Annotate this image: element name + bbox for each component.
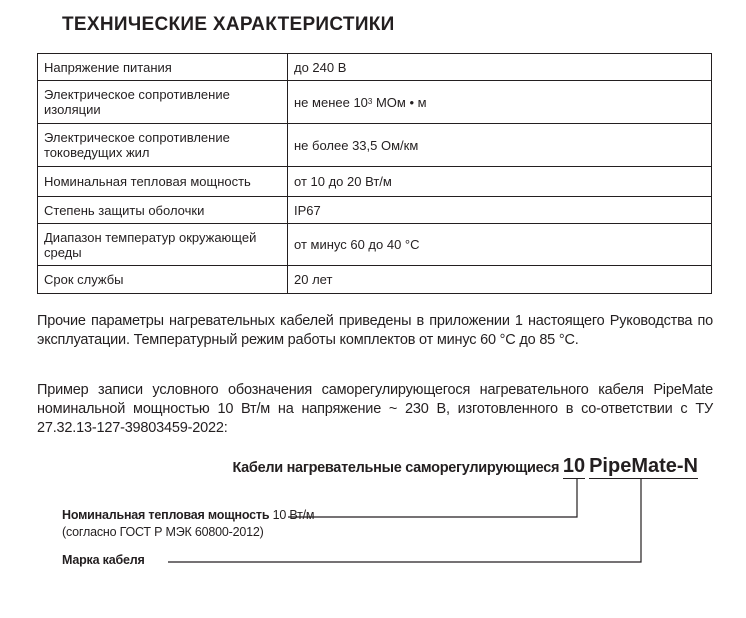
param-cell: Срок службы bbox=[38, 266, 288, 294]
legend-power bbox=[62, 508, 314, 522]
paragraph-other-params: Прочие параметры нагревательных кабелей приведены в приложении 1 настоящего Руководства по эксплуатации. Температурный режим работы комплектов от минус 60 °C до 85 °C. bbox=[37, 313, 713, 348]
table-row bbox=[38, 224, 712, 266]
value-cell: 20 лет bbox=[288, 266, 712, 294]
paragraph-designation-example: Пример записи условного обозначения саморегулирующегося нагревательного кабеля PipeMate номинальной мощностью 10 Вт/м на напряжение ~ 230 В, изготовленного в со-ответствии с ТУ 27.32.13-127-39803459-2022: bbox=[37, 382, 713, 436]
legend-power-value: 10 Вт/м bbox=[269, 508, 315, 522]
table-row bbox=[38, 81, 712, 124]
value-cell: не менее $10^3$ МОм • м bbox=[288, 81, 712, 124]
section-title: ТЕХНИЧЕСКИЕ ХАРАКТЕРИСТИКИ bbox=[62, 14, 395, 35]
param-cell: Электрическое сопротивление изоляции bbox=[38, 81, 288, 124]
legend-brand bbox=[62, 553, 145, 567]
value-cell: от 10 до 20 Вт/м bbox=[288, 167, 712, 197]
param-cell: Электрическое сопротивление токоведущих жил bbox=[38, 124, 288, 167]
value-cell: от минус 60 до 40 °C bbox=[288, 224, 712, 266]
designation-line bbox=[232, 455, 698, 478]
table-row bbox=[38, 167, 712, 197]
param-cell: Степень защиты оболочки bbox=[38, 197, 288, 224]
legend-power-label: Номинальная тепловая мощность bbox=[62, 508, 270, 522]
designation-label: Кабели нагревательные саморегулирующиеся bbox=[232, 460, 563, 476]
power-leader-line bbox=[288, 478, 577, 517]
param-cell: Номинальная тепловая мощность bbox=[38, 167, 288, 197]
legend-brand-label: Марка кабеля bbox=[62, 553, 145, 567]
table-row bbox=[38, 54, 712, 81]
table-row bbox=[38, 266, 712, 294]
table-row bbox=[38, 197, 712, 224]
value-cell: не более 33,5 Ом/км bbox=[288, 124, 712, 167]
param-cell: Диапазон температур окружающей среды bbox=[38, 224, 288, 266]
brand-code: PipeMate-N bbox=[589, 455, 698, 477]
spec-table bbox=[37, 53, 712, 294]
value-cell: IP67 bbox=[288, 197, 712, 224]
value-cell: до 240 В bbox=[288, 54, 712, 81]
legend-power-note: (согласно ГОСТ Р МЭК 60800-2012) bbox=[62, 525, 264, 539]
param-cell: Напряжение питания bbox=[38, 54, 288, 81]
power-code: 10 bbox=[562, 455, 586, 477]
table-row bbox=[38, 124, 712, 167]
